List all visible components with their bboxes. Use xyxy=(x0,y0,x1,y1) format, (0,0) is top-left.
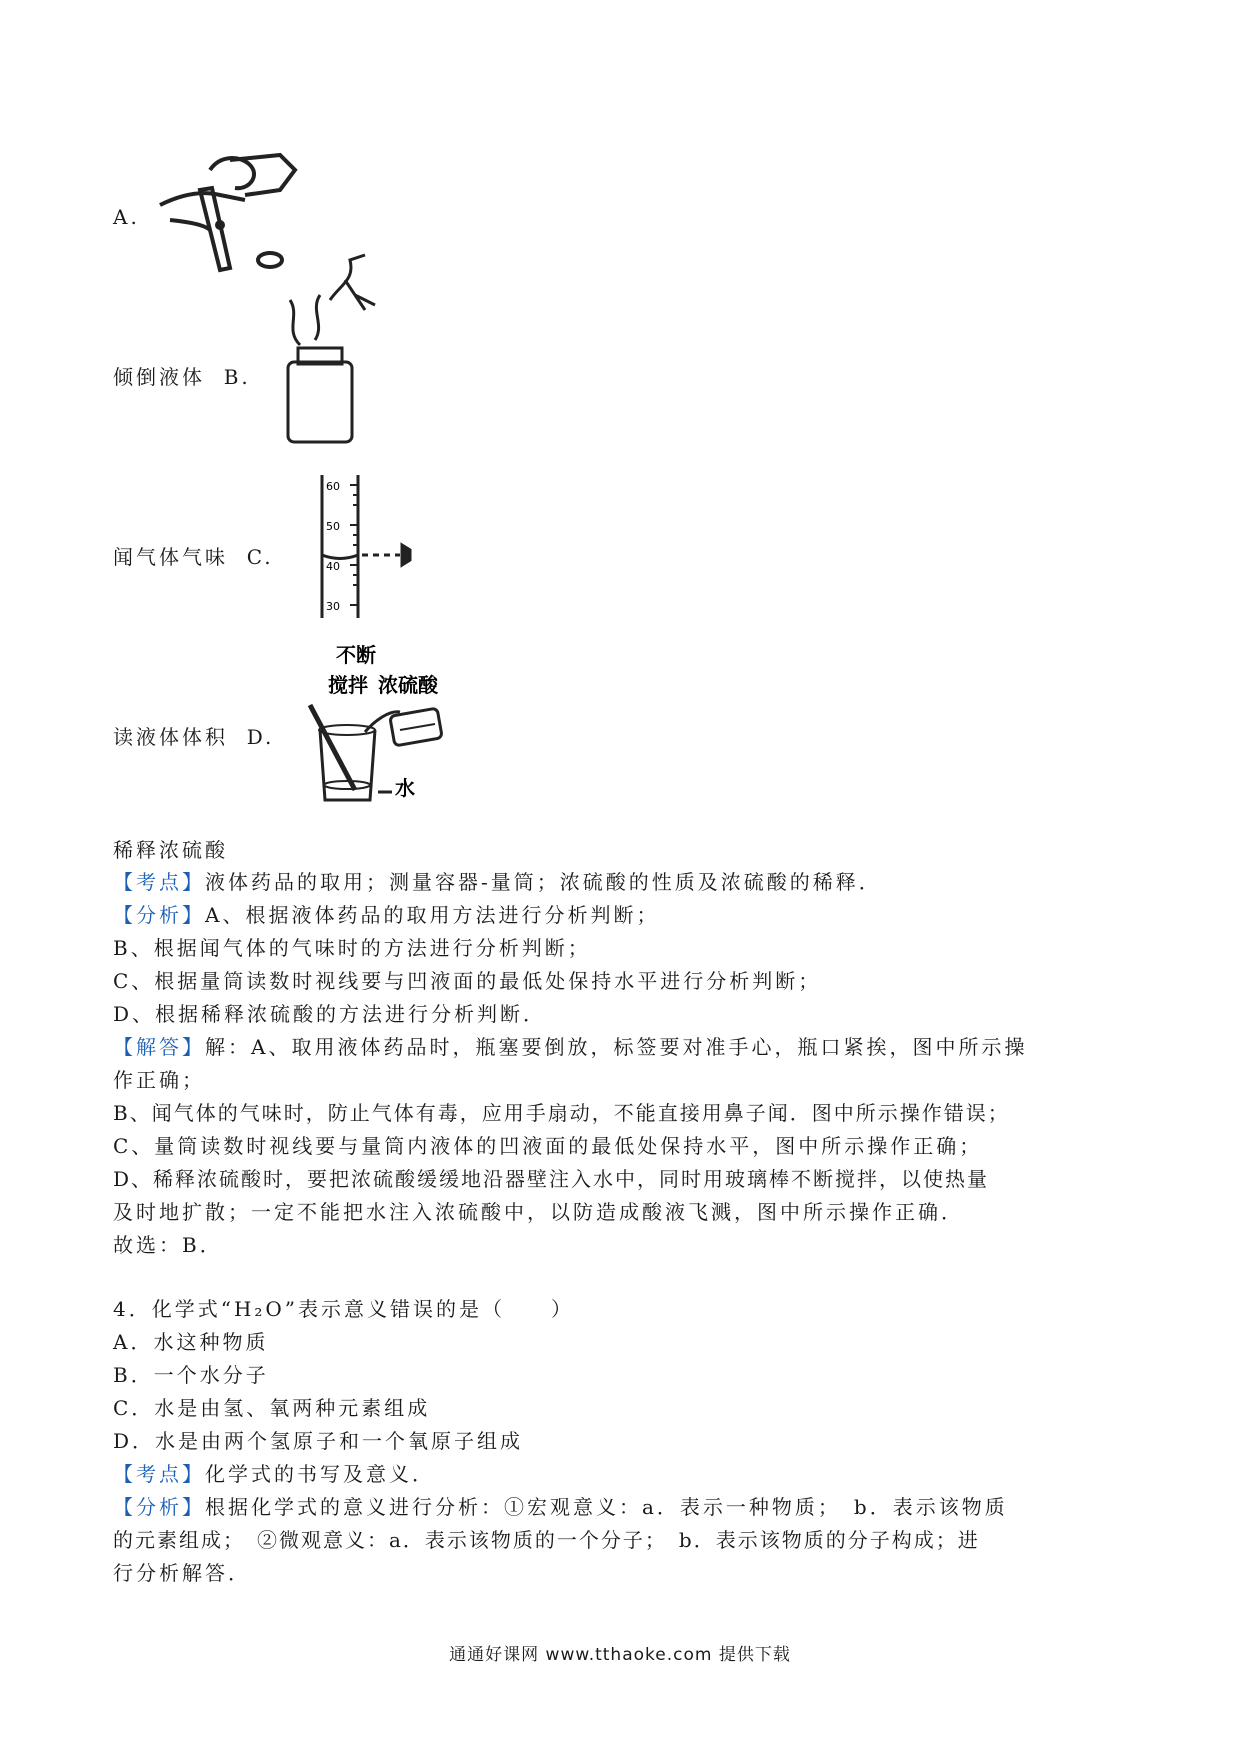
option-b-letter: B. xyxy=(223,365,251,389)
q4-option-a: A．水这种物质 xyxy=(113,1330,269,1354)
label-stir-2: 搅拌 xyxy=(328,673,368,697)
option-c-label xyxy=(113,543,274,571)
q4-fenxi-1: 根据化学式的意义进行分析：①宏观意义：a．表示一种物质； b．表示该物质 xyxy=(205,1495,1008,1519)
figure-graduated-cylinder xyxy=(310,470,420,620)
q3-jieda-b: B、闻气体的气味时，防止气体有毒，应用手扇动，不能直接用鼻子闻．图中所示操作错误； xyxy=(113,1101,1010,1125)
label-water: 水 xyxy=(395,776,415,800)
footer-source: 通通好课网 www.tthaoke.com 提供下载 xyxy=(449,1645,791,1665)
q4-stem: 4．化学式“H₂O”表示意义错误的是（ ） xyxy=(113,1297,575,1321)
q4-fenxi-3: 行分析解答． xyxy=(113,1561,251,1585)
q4-kaodian-text: 化学式的书写及意义． xyxy=(205,1462,435,1486)
q4-kaodian-tag: 【考点】 xyxy=(113,1462,205,1486)
cylinder-tick-50: 50 xyxy=(326,520,340,533)
q4-fenxi-tag: 【分析】 xyxy=(113,1495,205,1519)
option-a-label: A. xyxy=(113,205,140,229)
jieda-a1: 解：A、取用液体药品时，瓶塞要倒放，标签要对准手心，瓶口紧挨，图中所示操 xyxy=(205,1035,1028,1059)
q3-fenxi-b: B、根据闻气体的气味时的方法进行分析判断； xyxy=(113,936,591,960)
q3-jieda-a2: 作正确； xyxy=(113,1068,205,1092)
q3-fenxi-d: D、根据稀释浓硫酸的方法进行分析判断． xyxy=(113,1002,547,1026)
q3-jieda-d1: D、稀释浓硫酸时，要把浓硫酸缓缓地沿器壁注入水中，同时用玻璃棒不断搅拌，以使热量 xyxy=(113,1167,990,1191)
kaodian-text: 液体药品的取用；测量容器-量筒；浓硫酸的性质及浓硫酸的稀释． xyxy=(205,870,882,894)
cylinder-tick-30: 30 xyxy=(326,600,340,613)
fenxi-a: A、根据液体药品的取用方法进行分析判断； xyxy=(205,903,660,927)
q3-kaodian xyxy=(113,868,882,896)
q3-fenxi xyxy=(113,901,659,929)
q4-option-c: C．水是由氢、氧两种元素组成 xyxy=(113,1396,431,1420)
q4-option-b: B．一个水分子 xyxy=(113,1363,269,1387)
option-c-letter: C. xyxy=(246,545,274,569)
fenxi-tag: 【分析】 xyxy=(113,903,205,927)
q4-fenxi-2: 的元素组成； ②微观意义：a．表示该物质的一个分子； b．表示该物质的分子构成；进 xyxy=(113,1528,980,1552)
option-c-caption: 读液体体积 xyxy=(113,725,228,749)
option-d-letter: D. xyxy=(246,725,275,749)
q3-answer: 故选：B． xyxy=(113,1233,223,1257)
cylinder-tick-40: 40 xyxy=(326,560,340,573)
q3-jieda-c: C、量筒读数时视线要与量筒内液体的凹液面的最低处保持水平，图中所示操作正确； xyxy=(113,1134,983,1158)
cylinder-tick-60: 60 xyxy=(326,480,340,493)
figure-dilute-acid xyxy=(300,640,500,810)
option-b-caption: 闻气体气味 xyxy=(113,545,228,569)
q4-kaodian xyxy=(113,1460,435,1488)
label-acid: 浓硫酸 xyxy=(378,673,438,697)
q3-jieda-d2: 及时地扩散；一定不能把水注入浓硫酸中，以防造成酸液飞溅，图中所示操作正确． xyxy=(113,1200,964,1224)
q4-option-d: D．水是由两个氢原子和一个氧原子组成 xyxy=(113,1429,524,1453)
option-d-caption: 稀释浓硫酸 xyxy=(113,838,228,862)
option-d-label xyxy=(113,723,274,751)
label-stir-1: 不断 xyxy=(336,643,376,667)
option-b-label xyxy=(113,363,251,391)
kaodian-tag: 【考点】 xyxy=(113,870,205,894)
jieda-tag: 【解答】 xyxy=(113,1035,205,1059)
figure-smell-gas xyxy=(270,250,390,445)
option-a-caption: 倾倒液体 xyxy=(113,365,205,389)
q3-fenxi-c: C、根据量筒读数时视线要与凹液面的最低处保持水平进行分析判断； xyxy=(113,969,822,993)
q4-fenxi xyxy=(113,1493,1008,1521)
q3-jieda xyxy=(113,1033,1027,1061)
